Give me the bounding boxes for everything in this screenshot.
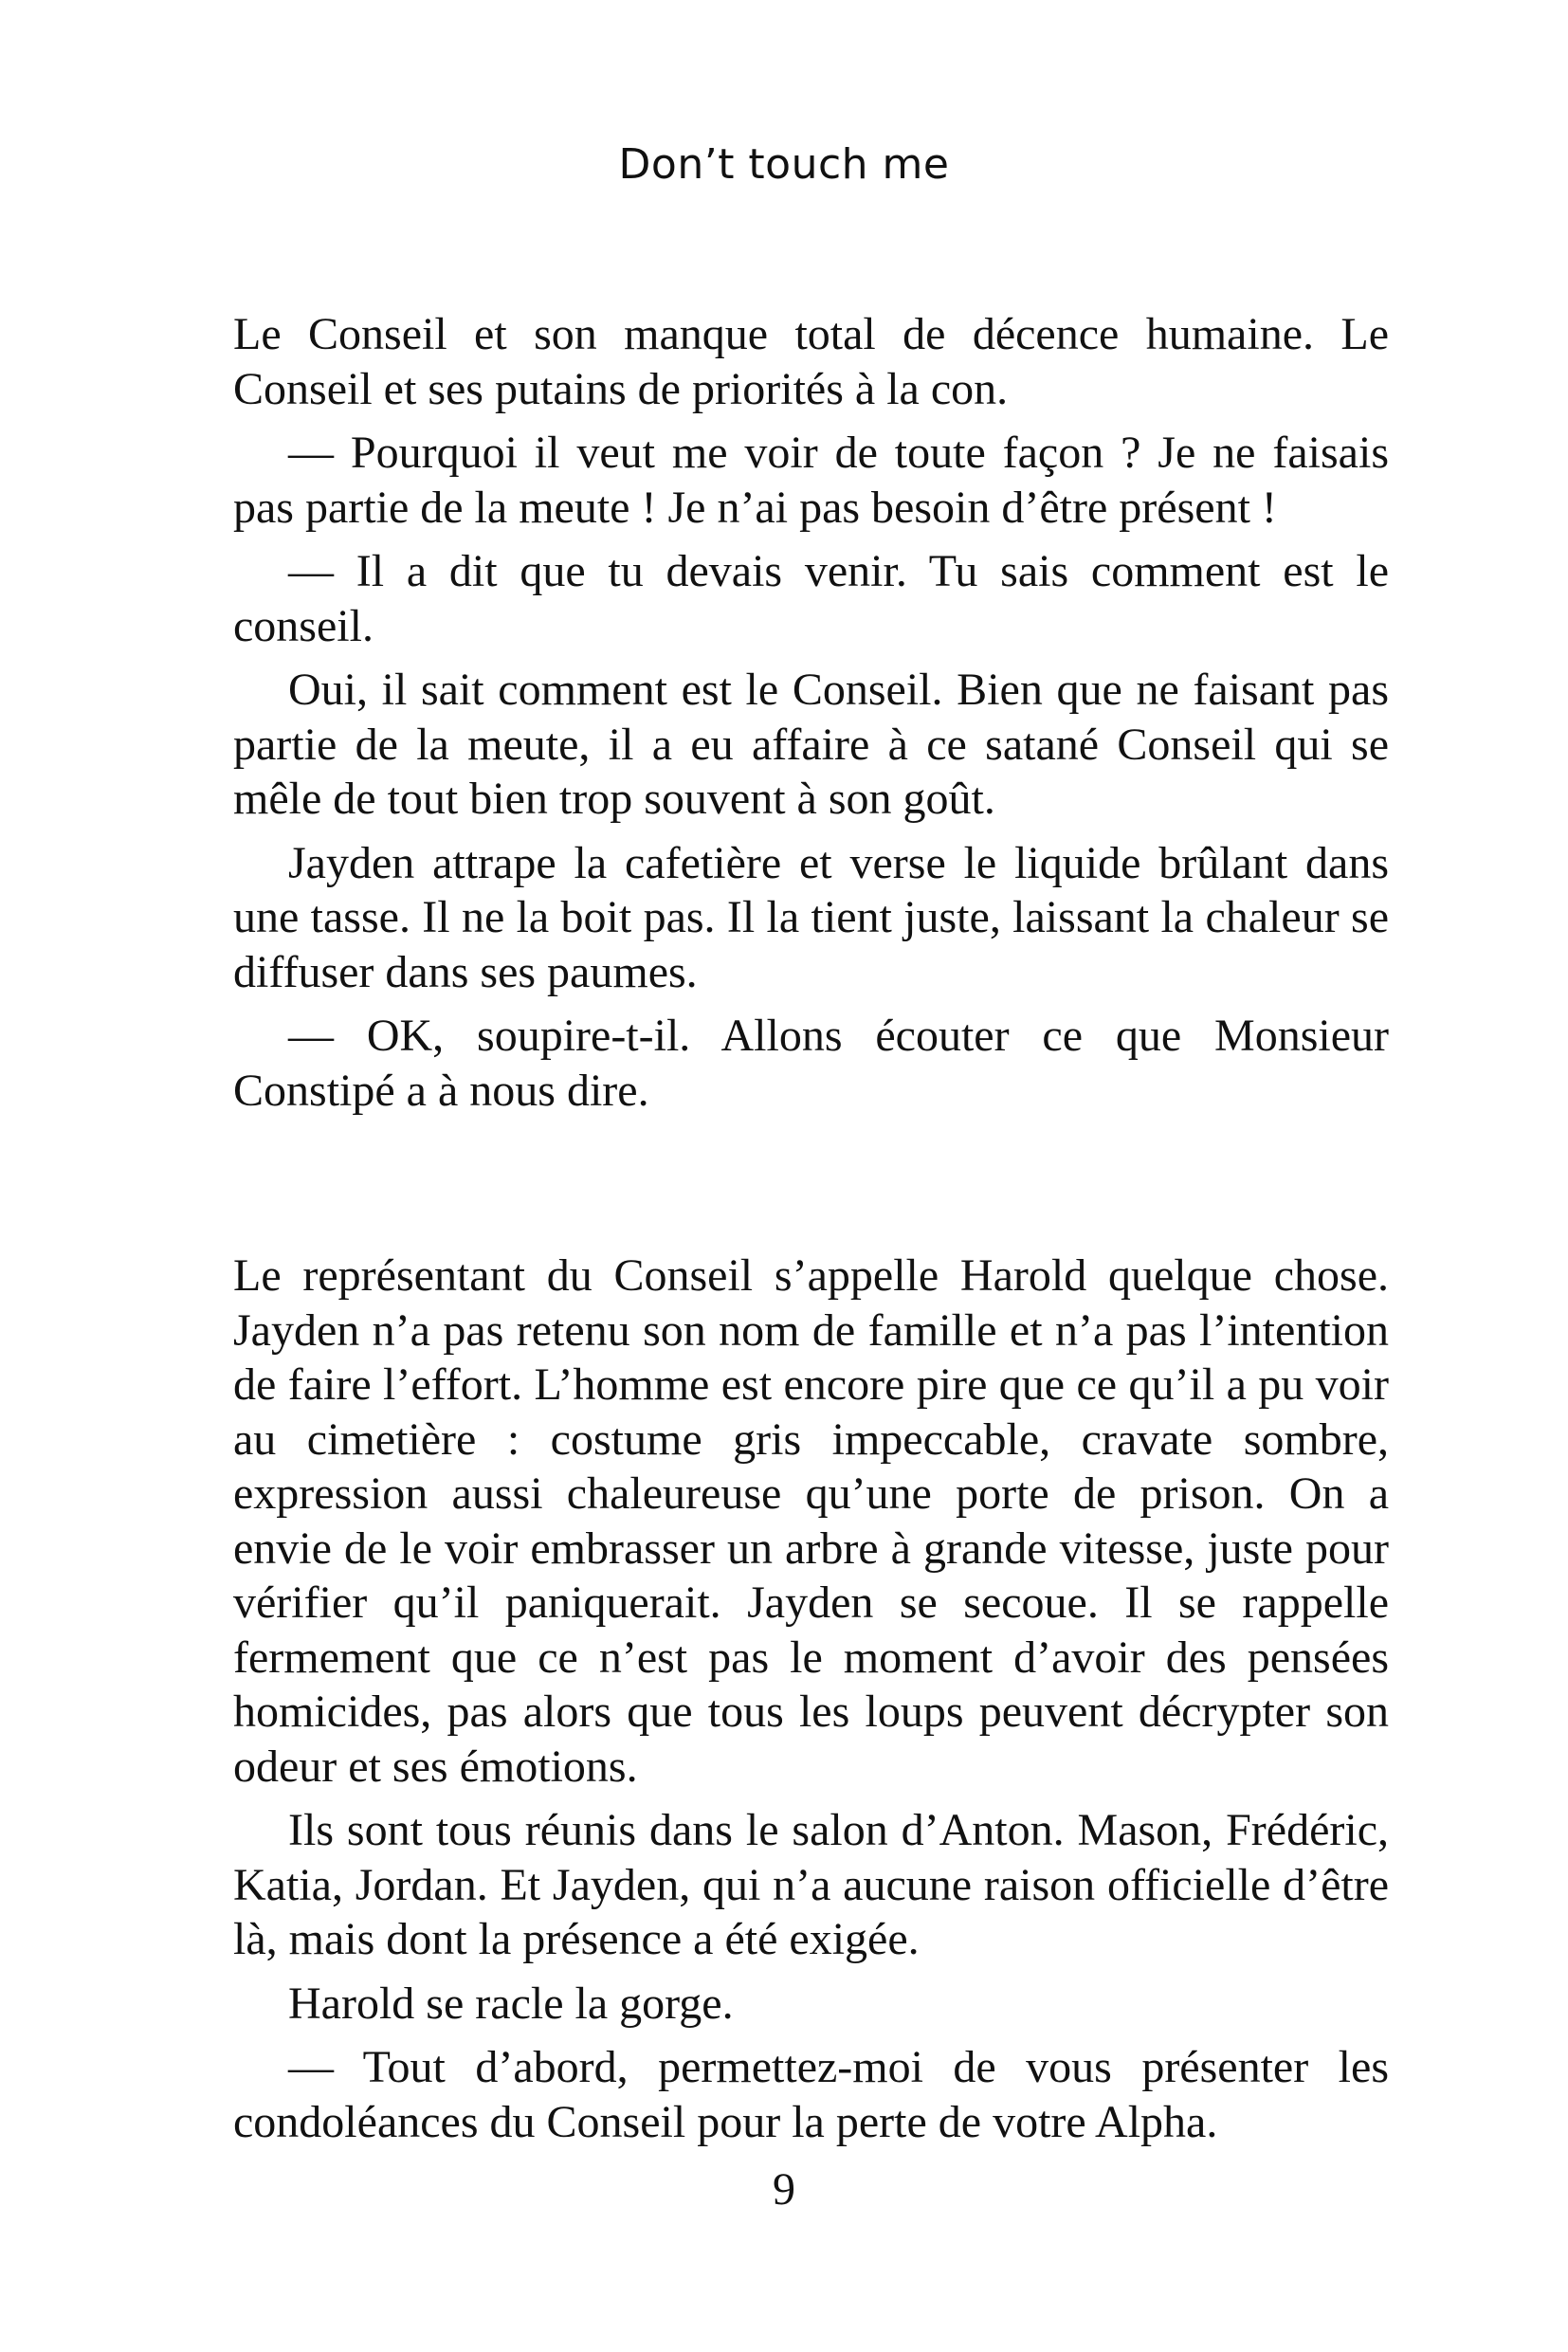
page-number: 9 <box>773 2164 795 2215</box>
paragraph: Oui, il sait comment est le Conseil. Bien que ne faisant pas partie de la meute, il a eu affaire à ce satané Conseil qui se mêle de tout bien trop souvent à son goût. <box>233 665 1389 824</box>
dialogue-paragraph: — Pourquoi il veut me voir de toute façon ? Je ne faisais pas partie de la meute ! Je n’ai pas besoin d’être présent ! <box>233 428 1389 533</box>
paragraph: Ils sont tous réunis dans le salon d’Anton. Mason, Frédéric, Katia, Jordan. Et Jayden, qui n’a aucune raison officielle d’être là, mais dont la présence a été exigée. <box>233 1805 1389 1964</box>
dialogue-paragraph: — OK, soupire-t-il. Allons écouter ce que Monsieur Constipé a à nous dire. <box>233 1011 1389 1116</box>
section-two <box>233 1249 1389 2159</box>
paragraph: Le Conseil et son manque total de décence humaine. Le Conseil et ses putains de priorités à la con. <box>233 309 1389 414</box>
paragraph: Le représentant du Conseil s’appelle Harold quelque chose. Jayden n’a pas retenu son nom de famille et n’a pas l’intention de faire l’effort. L’homme est encore pire que ce qu’il a pu voir au cimetière : costume gris impeccable, cravate sombre, expression aussi chaleureuse qu’une porte de prison. On a envie de le voir embrasser un arbre à grande vitesse, juste pour vérifier qu’il paniquerait. Jayden se secoue. Il se rappelle fermement que ce n’est pas le moment d’avoir des pensées homicides, pas alors que tous les loups peuvent décrypter son odeur et ses émotions. <box>233 1250 1389 1792</box>
paragraph: Harold se racle la gorge. <box>288 1978 734 2029</box>
dialogue-paragraph: — Il a dit que tu devais venir. Tu sais comment est le conseil. <box>233 546 1389 651</box>
dialogue-paragraph: — Tout d’abord, permettez-moi de vous présenter les condoléances du Conseil pour la perte de votre Alpha. <box>233 2042 1389 2147</box>
paragraph: Jayden attrape la cafetière et verse le liquide brûlant dans une tasse. Il ne la boit pas. Il la tient juste, laissant la chaleur se diffuser dans ses paumes. <box>233 837 1389 997</box>
running-title: Don’t touch me <box>618 140 950 189</box>
section-one <box>233 307 1389 1127</box>
